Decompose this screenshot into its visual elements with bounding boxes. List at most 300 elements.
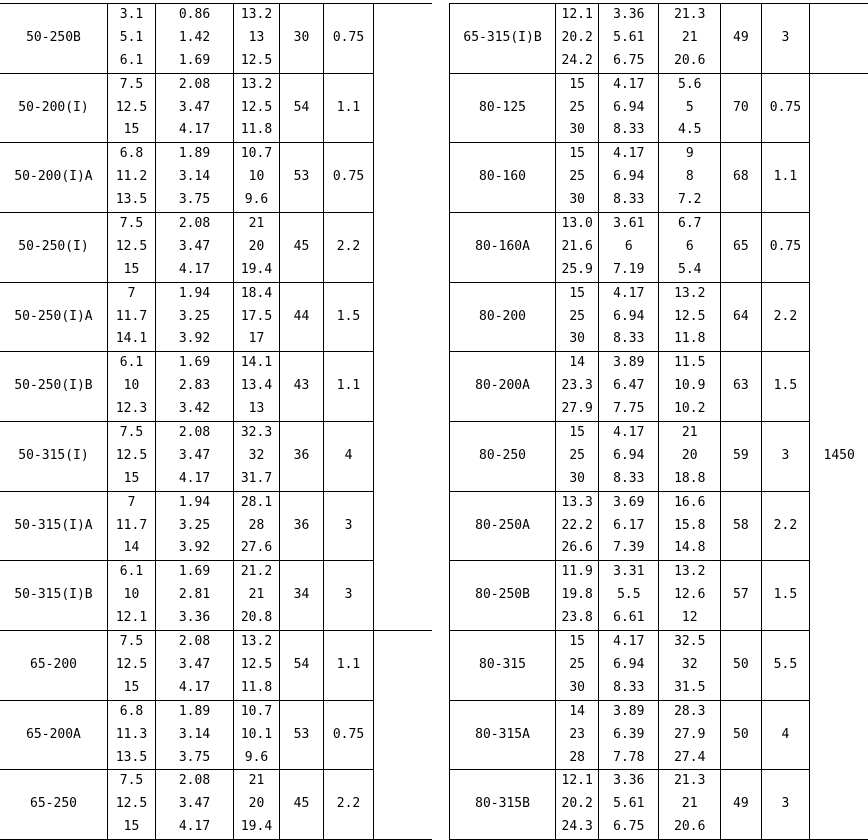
head-cell [234,631,280,701]
efficiency-cell: 64 [721,282,761,352]
flow-ls-value: 4.17 [599,74,658,97]
power-cell: 3 [761,4,810,74]
model-cell: 65-315(I)B [450,4,556,74]
head-value: 21 [659,793,720,816]
flow-ls-cell [156,770,234,840]
efficiency-cell: 57 [721,561,761,631]
flow-m3h-value: 5.1 [108,27,155,50]
flow-m3h-value: 14 [108,537,155,560]
head-cell [659,143,721,213]
head-value: 19.4 [234,816,279,839]
model-cell: 50-250(I)A [0,282,108,352]
head-value: 32 [659,654,720,677]
flow-m3h-value: 25 [556,97,598,120]
flow-m3h-value: 6.8 [108,701,155,724]
efficiency-cell: 63 [721,352,761,422]
head-value: 12.5 [234,50,279,73]
flow-m3h-value: 22.2 [556,515,598,538]
flow-m3h-value: 12.1 [556,770,598,793]
flow-m3h-value: 6.1 [108,50,155,73]
flow-ls-value: 3.36 [599,770,658,793]
flow-m3h-value: 15 [108,677,155,700]
flow-m3h-value: 7.5 [108,422,155,445]
flow-m3h-value: 15 [108,119,155,142]
flow-m3h-value: 6.1 [108,352,155,375]
flow-m3h-value: 24.3 [556,816,598,839]
flow-m3h-value: 28 [556,747,598,770]
flow-ls-value: 7.75 [599,398,658,421]
flow-m3h-value: 30 [556,119,598,142]
flow-ls-value: 6.94 [599,654,658,677]
flow-m3h-value: 11.9 [556,561,598,584]
flow-m3h-cell [556,4,599,74]
head-cell [234,213,280,283]
head-value: 28 [234,515,279,538]
flow-ls-cell [156,422,234,492]
flow-m3h-cell [556,700,599,770]
flow-m3h-value: 24.2 [556,50,598,73]
head-value: 20 [659,445,720,468]
head-cell [234,561,280,631]
model-cell: 80-200A [450,352,556,422]
head-value: 13.2 [659,561,720,584]
head-value: 18.4 [234,283,279,306]
head-cell [659,4,721,74]
model-cell: 65-250 [0,770,108,840]
flow-ls-value: 1.89 [156,701,233,724]
head-value: 27.9 [659,724,720,747]
power-cell: 3 [324,561,374,631]
head-cell [659,282,721,352]
power-cell: 0.75 [761,213,810,283]
flow-m3h-value: 25 [556,166,598,189]
flow-ls-value: 7.39 [599,537,658,560]
power-cell: 0.75 [324,700,374,770]
efficiency-cell: 44 [280,282,324,352]
table-row [450,213,868,283]
flow-ls-cell [156,4,234,74]
head-value: 5 [659,97,720,120]
flow-ls-value: 3.14 [156,166,233,189]
head-value: 12.5 [659,306,720,329]
flow-ls-cell [599,631,659,701]
model-cell: 80-125 [450,73,556,143]
table-row [450,491,868,561]
efficiency-cell: 54 [280,73,324,143]
efficiency-cell: 45 [280,770,324,840]
flow-ls-cell [599,213,659,283]
flow-m3h-value: 23.3 [556,375,598,398]
flow-ls-value: 6.75 [599,816,658,839]
flow-ls-value: 1.42 [156,27,233,50]
flow-m3h-value: 12.5 [108,97,155,120]
flow-m3h-value: 25 [556,654,598,677]
power-cell: 2.2 [324,213,374,283]
head-cell [659,561,721,631]
head-value: 32.3 [234,422,279,445]
head-value: 4.5 [659,119,720,142]
flow-ls-cell [156,561,234,631]
power-cell: 1.5 [761,352,810,422]
head-value: 31.5 [659,677,720,700]
flow-m3h-value: 15 [556,631,598,654]
head-cell [659,352,721,422]
flow-m3h-value: 13.5 [108,747,155,770]
model-cell: 50-250(I) [0,213,108,283]
head-value: 5.6 [659,74,720,97]
flow-m3h-value: 14 [556,701,598,724]
flow-ls-value: 8.33 [599,328,658,351]
head-value: 10.7 [234,143,279,166]
power-cell: 2.2 [761,491,810,561]
efficiency-cell: 53 [280,700,324,770]
power-cell: 0.75 [324,4,374,74]
head-value: 16.6 [659,492,720,515]
flow-m3h-value: 12.1 [108,607,155,630]
flow-m3h-value: 12.5 [108,236,155,259]
efficiency-cell: 59 [721,422,761,492]
flow-ls-value: 1.69 [156,50,233,73]
flow-m3h-cell [108,631,156,701]
head-value: 32 [234,445,279,468]
efficiency-cell: 49 [721,4,761,74]
table-row [450,282,868,352]
flow-ls-value: 3.31 [599,561,658,584]
flow-m3h-value: 12.5 [108,654,155,677]
flow-ls-cell [156,352,234,422]
head-cell [659,422,721,492]
head-cell [659,770,721,840]
flow-m3h-value: 15 [556,143,598,166]
table-row [450,561,868,631]
table-row [0,631,432,701]
blank-cell [374,4,432,631]
flow-ls-value: 8.33 [599,677,658,700]
flow-m3h-value: 13.0 [556,213,598,236]
flow-m3h-value: 15 [108,468,155,491]
flow-m3h-value: 27.9 [556,398,598,421]
head-cell [234,700,280,770]
flow-m3h-cell [108,352,156,422]
power-cell: 1.1 [324,352,374,422]
table-row [450,143,868,213]
flow-m3h-cell [108,282,156,352]
power-cell: 0.75 [761,73,810,143]
flow-ls-value: 6.94 [599,306,658,329]
head-value: 20.6 [659,50,720,73]
flow-ls-value: 2.08 [156,422,233,445]
flow-ls-value: 3.92 [156,328,233,351]
flow-ls-value: 8.33 [599,119,658,142]
flow-ls-value: 3.89 [599,701,658,724]
power-cell: 1.1 [761,143,810,213]
power-cell: 3 [761,422,810,492]
flow-m3h-cell [108,700,156,770]
power-cell: 3 [761,770,810,840]
head-value: 13 [234,398,279,421]
flow-m3h-value: 6.8 [108,143,155,166]
flow-ls-value: 3.47 [156,97,233,120]
flow-ls-value: 2.83 [156,375,233,398]
power-cell: 2.2 [324,770,374,840]
flow-m3h-value: 12.5 [108,445,155,468]
head-value: 17.5 [234,306,279,329]
efficiency-cell: 36 [280,422,324,492]
table-row [450,352,868,422]
flow-m3h-value: 12.5 [108,793,155,816]
model-cell: 80-315A [450,700,556,770]
flow-ls-value: 3.75 [156,189,233,212]
flow-ls-value: 3.89 [599,352,658,375]
flow-m3h-value: 15 [108,816,155,839]
head-value: 20 [234,793,279,816]
head-value: 12.6 [659,584,720,607]
head-value: 6 [659,236,720,259]
model-cell: 80-250A [450,491,556,561]
flow-m3h-cell [108,422,156,492]
model-cell: 80-315B [450,770,556,840]
head-value: 10.9 [659,375,720,398]
head-value: 11.8 [659,328,720,351]
table-row [450,422,868,492]
table-row [0,282,432,352]
blank-cell [374,631,432,840]
efficiency-cell: 50 [721,700,761,770]
flow-m3h-cell [108,213,156,283]
head-value: 9.6 [234,747,279,770]
head-cell [659,631,721,701]
flow-m3h-value: 12.1 [556,4,598,27]
flow-ls-value: 6.94 [599,97,658,120]
head-cell [659,213,721,283]
head-value: 6.7 [659,213,720,236]
power-cell: 0.75 [324,143,374,213]
flow-m3h-value: 20.2 [556,793,598,816]
flow-m3h-cell [556,631,599,701]
table-row [0,143,432,213]
head-value: 18.8 [659,468,720,491]
head-value: 21.3 [659,4,720,27]
head-value: 12.5 [234,97,279,120]
table-row [450,700,868,770]
flow-m3h-value: 11.7 [108,306,155,329]
flow-ls-value: 7.19 [599,259,658,282]
flow-ls-value: 4.17 [156,677,233,700]
head-cell [234,4,280,74]
model-cell: 80-250 [450,422,556,492]
flow-ls-value: 4.17 [156,119,233,142]
flow-ls-value: 5.61 [599,27,658,50]
table-row [0,422,432,492]
head-value: 21.2 [234,561,279,584]
head-value: 12 [659,607,720,630]
flow-m3h-value: 10 [108,584,155,607]
power-cell: 2.2 [761,282,810,352]
flow-m3h-cell [556,561,599,631]
flow-m3h-value: 21.6 [556,236,598,259]
flow-ls-value: 4.17 [156,468,233,491]
flow-ls-value: 7.78 [599,747,658,770]
head-value: 10.7 [234,701,279,724]
model-cell: 65-200 [0,631,108,701]
flow-ls-value: 2.08 [156,631,233,654]
flow-ls-value: 2.08 [156,74,233,97]
head-value: 9 [659,143,720,166]
head-value: 9.6 [234,189,279,212]
head-cell [659,491,721,561]
efficiency-cell: 50 [721,631,761,701]
table-row [0,770,432,840]
flow-ls-value: 4.17 [156,259,233,282]
model-cell: 80-160A [450,213,556,283]
flow-m3h-value: 15 [556,422,598,445]
flow-ls-value: 3.47 [156,236,233,259]
flow-ls-value: 3.61 [599,213,658,236]
head-value: 13.2 [234,74,279,97]
flow-m3h-value: 14 [556,352,598,375]
flow-ls-value: 3.25 [156,306,233,329]
head-value: 21 [234,584,279,607]
flow-ls-value: 3.47 [156,445,233,468]
table-row [0,213,432,283]
flow-m3h-value: 13.5 [108,189,155,212]
flow-ls-cell [156,143,234,213]
efficiency-cell: 43 [280,352,324,422]
flow-ls-cell [599,770,659,840]
flow-ls-value: 1.69 [156,561,233,584]
table-row [0,4,432,74]
flow-ls-value: 6.94 [599,445,658,468]
flow-ls-value: 4.17 [599,631,658,654]
flow-m3h-cell [556,213,599,283]
flow-m3h-value: 7.5 [108,631,155,654]
model-cell: 80-160 [450,143,556,213]
flow-ls-cell [599,561,659,631]
head-value: 14.8 [659,537,720,560]
flow-ls-value: 5.5 [599,584,658,607]
flow-m3h-value: 7.5 [108,74,155,97]
flow-ls-cell [599,143,659,213]
flow-m3h-value: 30 [556,189,598,212]
flow-ls-cell [599,491,659,561]
model-cell: 80-315 [450,631,556,701]
flow-m3h-value: 10 [108,375,155,398]
head-value: 13.2 [234,631,279,654]
head-cell [659,73,721,143]
flow-ls-value: 2.08 [156,213,233,236]
head-value: 27.4 [659,747,720,770]
pump-spec-table-right [449,3,868,840]
flow-m3h-value: 15 [108,259,155,282]
efficiency-cell: 54 [280,631,324,701]
head-cell [234,770,280,840]
head-value: 17 [234,328,279,351]
flow-ls-value: 1.94 [156,283,233,306]
flow-ls-cell [599,422,659,492]
head-value: 31.7 [234,468,279,491]
head-value: 13 [234,27,279,50]
table-row [0,700,432,770]
head-cell [234,491,280,561]
flow-m3h-value: 19.8 [556,584,598,607]
table-row [0,491,432,561]
flow-m3h-cell [108,143,156,213]
head-value: 21 [659,422,720,445]
efficiency-cell: 65 [721,213,761,283]
flow-ls-value: 0.86 [156,4,233,27]
head-value: 27.6 [234,537,279,560]
flow-ls-value: 8.33 [599,468,658,491]
efficiency-cell: 53 [280,143,324,213]
flow-m3h-cell [108,73,156,143]
flow-ls-value: 8.33 [599,189,658,212]
flow-m3h-value: 7 [108,283,155,306]
head-value: 28.1 [234,492,279,515]
head-value: 32.5 [659,631,720,654]
head-value: 14.1 [234,352,279,375]
flow-m3h-cell [556,282,599,352]
flow-m3h-value: 15 [556,283,598,306]
flow-m3h-cell [108,770,156,840]
flow-ls-cell [156,700,234,770]
flow-ls-value: 3.47 [156,793,233,816]
flow-m3h-value: 25 [556,306,598,329]
flow-m3h-cell [108,491,156,561]
table-row [450,4,868,74]
flow-m3h-value: 3.1 [108,4,155,27]
flow-m3h-value: 20.2 [556,27,598,50]
model-cell: 50-200(I)A [0,143,108,213]
speed-cell: 1450 [810,73,868,839]
flow-ls-value: 6 [599,236,658,259]
head-value: 13.2 [659,283,720,306]
flow-m3h-cell [556,352,599,422]
flow-ls-value: 3.92 [156,537,233,560]
flow-m3h-cell [108,561,156,631]
flow-ls-cell [156,491,234,561]
head-cell [234,352,280,422]
head-cell [234,143,280,213]
flow-ls-value: 3.42 [156,398,233,421]
power-cell: 1.5 [761,561,810,631]
head-value: 7.2 [659,189,720,212]
table-row [0,561,432,631]
flow-ls-value: 3.25 [156,515,233,538]
flow-m3h-value: 11.3 [108,724,155,747]
flow-m3h-value: 15 [556,74,598,97]
flow-ls-value: 4.17 [156,816,233,839]
flow-m3h-cell [556,143,599,213]
power-cell: 4 [761,700,810,770]
flow-ls-value: 6.61 [599,607,658,630]
head-value: 10.1 [234,724,279,747]
flow-ls-value: 6.17 [599,515,658,538]
flow-ls-value: 2.08 [156,770,233,793]
table-row [450,73,868,143]
head-value: 10 [234,166,279,189]
flow-ls-value: 4.17 [599,143,658,166]
flow-ls-value: 4.17 [599,422,658,445]
model-cell: 50-315(I)B [0,561,108,631]
power-cell: 5.5 [761,631,810,701]
table-row [0,73,432,143]
head-value: 19.4 [234,259,279,282]
power-cell: 1.1 [324,631,374,701]
head-cell [234,73,280,143]
flow-m3h-value: 13.3 [556,492,598,515]
flow-ls-value: 4.17 [599,283,658,306]
head-value: 10.2 [659,398,720,421]
